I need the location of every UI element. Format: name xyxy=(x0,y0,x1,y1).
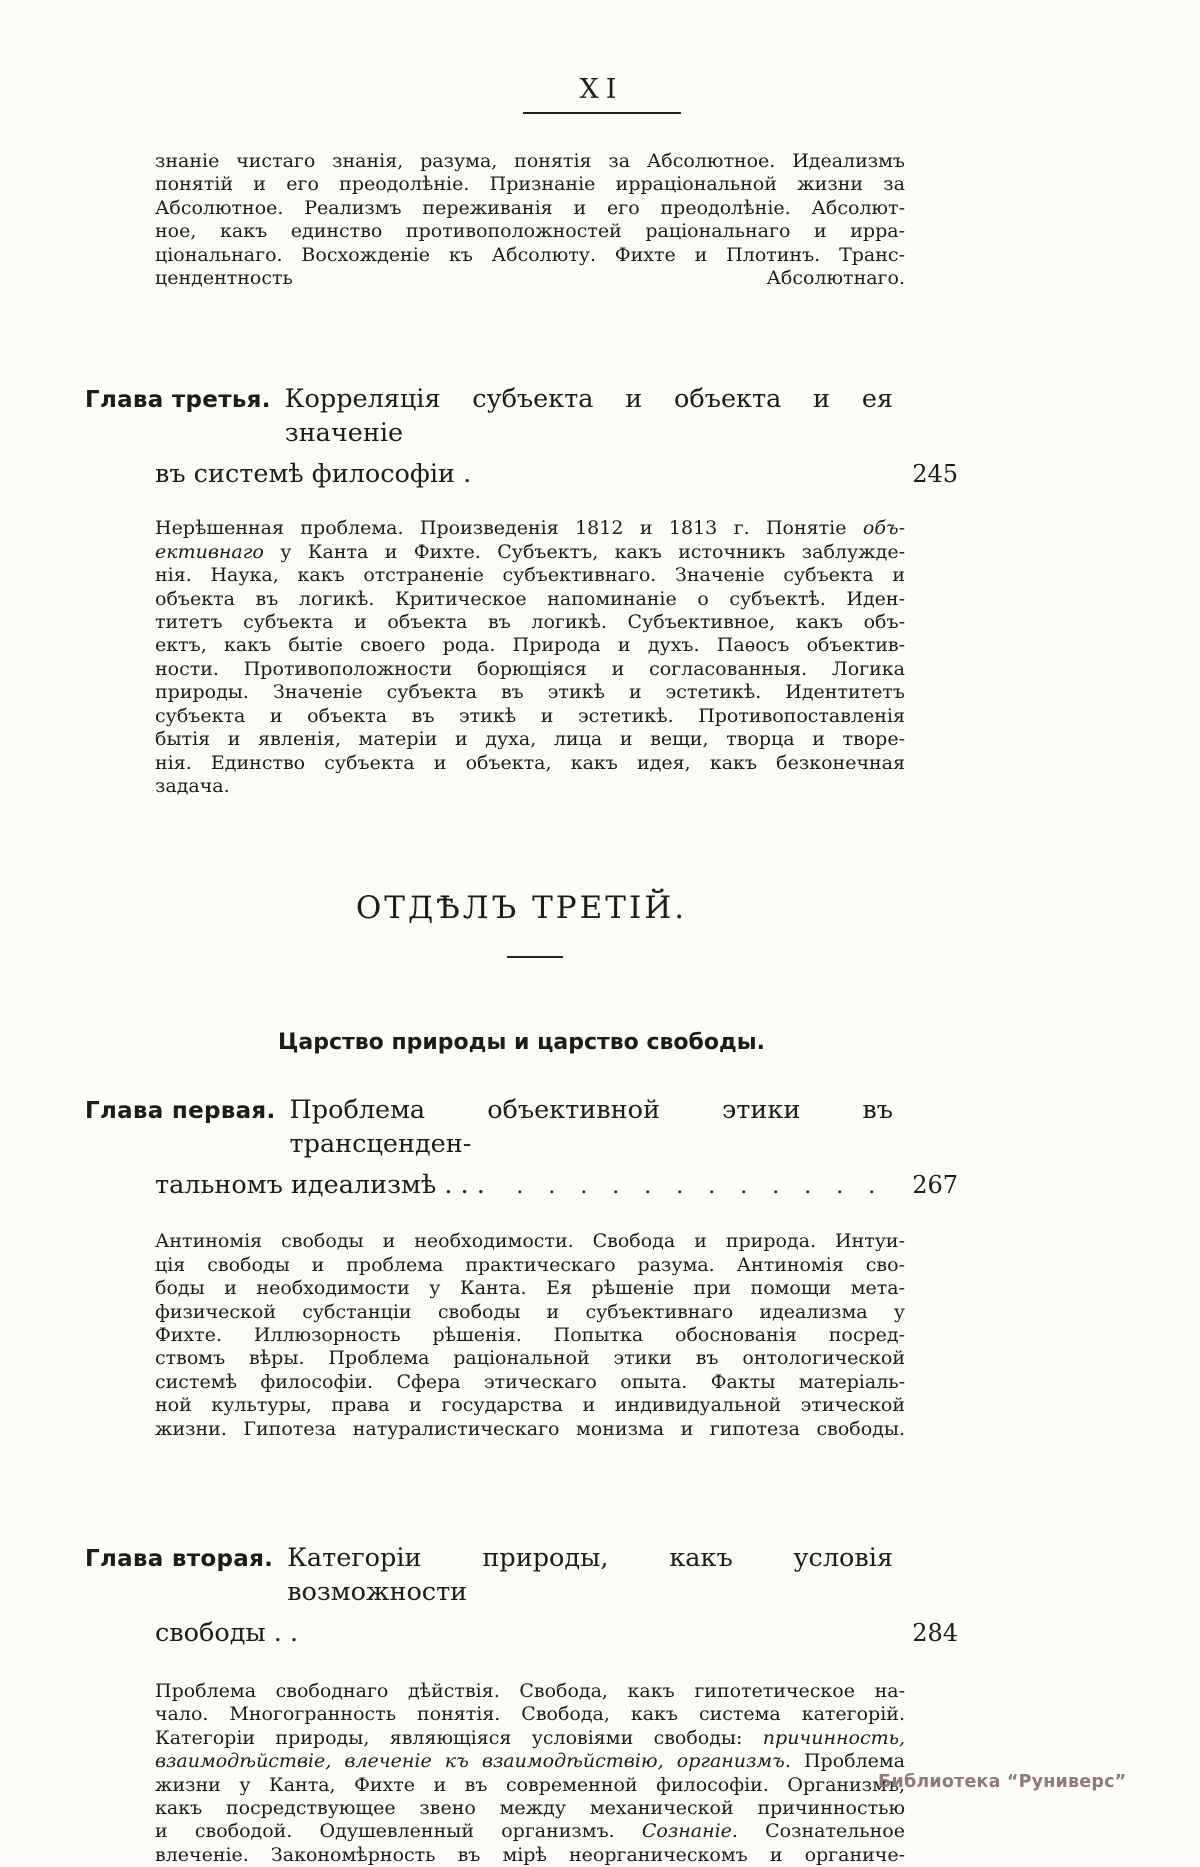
text-line: Проблема свободнаго дѣйствія. Свобода, какъ гипотетическое на- xyxy=(155,1679,905,1702)
chapter-heading-third xyxy=(85,382,958,491)
chapter-first-title-line2: тальномъ идеализмѣ . . . xyxy=(155,1170,485,1201)
text-line: природы. Значеніе субъекта въ этикѣ и эстетикѣ. Идентитетъ xyxy=(155,681,905,704)
text-line: знаніе чистаго знанія, разума, понятія за Абсолютное. Идеализмъ xyxy=(155,150,905,172)
chapter-third-title-row2 xyxy=(85,457,958,491)
chapter-third-summary-tail: задача. xyxy=(155,774,230,797)
chapter-first-title-line1: Проблема объективной этики въ трансценден- xyxy=(289,1095,893,1160)
chapter-heading-second xyxy=(85,1541,958,1650)
chapter-second-summary-lines xyxy=(155,1680,905,1867)
page-number-header: XI xyxy=(523,74,681,114)
chapter-third-summary-lines xyxy=(155,517,905,774)
text-line: чало. Многогранность понятія. Свобода, какъ система категорій. xyxy=(155,1703,905,1726)
text-line: ціональнаго. Восхожденіе къ Абсолюту. Фихте и Плотинъ. Транс- xyxy=(155,243,905,266)
text-line: Нерѣшенная проблема. Произведенія 1812 и 1813 г. Понятіе объ- xyxy=(155,517,905,540)
chapter-third-title-line2: въ системѣ философіи . xyxy=(155,459,472,490)
text-line: Абсолютное. Реализмъ переживанія и его преодолѣніе. Абсолют- xyxy=(155,196,905,219)
chapter-first-title-row2 xyxy=(85,1168,958,1204)
intro-summary-paragraph xyxy=(155,150,905,290)
text-line: понятій и его преодолѣніе. Признаніе ирраціональной жизни за xyxy=(155,173,905,196)
section-divider xyxy=(507,956,563,958)
chapter-heading-first xyxy=(85,1093,958,1204)
text-line: и свободой. Одушевленный организмъ. Сознаніе. Сознательное xyxy=(155,1820,905,1843)
chapter-first-page-number: 267 xyxy=(912,1171,958,1200)
text-line: системѣ философіи. Сфера этическаго опыта. Факты матеріаль- xyxy=(155,1370,905,1393)
text-line: бытія и явленія, матеріи и духа, лица и вещи, творца и творе- xyxy=(155,728,905,751)
chapter-first-label: Глава первая. xyxy=(85,1098,276,1125)
text-line: жизни. Гипотеза натуралистическаго монизма и гипотеза свободы. xyxy=(155,1417,905,1440)
text-line: Категоріи природы, являющіяся условіями свободы: причинность, xyxy=(155,1726,905,1749)
chapter-second-title-row xyxy=(85,1541,893,1609)
text-line: ствомъ вѣры. Проблема раціональной этики въ онтологической xyxy=(155,1347,905,1370)
text-line: какъ посредствующее звено между механической причинностью xyxy=(155,1797,905,1819)
scanned-book-page xyxy=(85,0,985,1867)
page-header xyxy=(165,74,1038,114)
chapter-third-page-number: 245 xyxy=(912,460,958,489)
text-line: ное, какъ единство противоположностей раціональнаго и ирра- xyxy=(155,220,905,243)
text-line: ективнаго у Канта и Фихте. Субъектъ, какъ источникъ заблужде- xyxy=(155,540,905,563)
text-line: ція свободы и проблема практическаго разума. Антиномія сво- xyxy=(155,1253,905,1276)
chapter-first-title-row xyxy=(85,1093,893,1161)
text-line: жизни у Канта, Фихте и въ современной философіи. Организмъ, xyxy=(155,1773,905,1796)
section-subtitle: Царство природы и царство свободы. xyxy=(277,1030,766,1056)
text-line: титетъ субъекта и объекта въ логикѣ. Субъективное, какъ объ- xyxy=(155,611,905,634)
chapter-first-summary xyxy=(155,1230,905,1441)
chapter-second-title-line2: свободы . . xyxy=(155,1617,299,1648)
chapter-second-summary xyxy=(155,1680,905,1867)
chapter-second-label: Глава вторая. xyxy=(85,1545,274,1572)
text-line: физической субстанціи свободы и субъективнаго идеализма у xyxy=(155,1300,905,1323)
intro-summary-lines xyxy=(155,150,905,267)
text-line: ности. Противоположности борющіяся и согласованныя. Логика xyxy=(155,657,905,680)
text-line: влеченіе. Закономѣрность въ мірѣ неорганическомъ и органиче- xyxy=(155,1843,905,1866)
text-line: Антиномія свободы и необходимости. Свобода и природа. Интуи- xyxy=(155,1230,905,1253)
chapter-first-leader: . . . . . . . . . . . . xyxy=(516,1174,885,1200)
text-line: нія. Наука, какъ отстраненіе субъективнаго. Значеніе субъекта и xyxy=(155,564,905,587)
text-line: объекта въ логикѣ. Критическое напоминаніе о субъектѣ. Иден- xyxy=(155,587,905,610)
chapter-third-title-line1: Корреляція субъекта и объекта и ея значеніе xyxy=(284,384,893,449)
section-title: ОТДѢЛЪ ТРЕТІЙ. xyxy=(355,890,688,927)
chapter-second-page-number: 284 xyxy=(912,1618,958,1647)
chapter-second-title-row2 xyxy=(85,1616,958,1650)
chapter-third-label: Глава третья. xyxy=(85,387,271,414)
intro-summary-tail: цендентность Абсолютнаго. xyxy=(155,267,905,290)
chapter-second-title-line1: Категоріи природы, какъ условія возможности xyxy=(287,1542,893,1607)
text-line: субъекта и объекта въ этикѣ и эстетикѣ. Противопоставленія xyxy=(155,704,905,727)
chapter-third-title-row xyxy=(85,382,893,450)
text-line: ектъ, какъ бытіе своего рода. Природа и духъ. Паѳосъ объектив- xyxy=(155,634,905,657)
library-watermark: Библиотека “Руниверс” xyxy=(878,1772,1127,1792)
text-line: взаимодѣйствіе, влеченіе къ взаимодѣйствію, организмъ. Проблема xyxy=(155,1750,905,1773)
text-line: нія. Единство субъекта и объекта, какъ идея, какъ безконечная xyxy=(155,751,905,774)
text-line: Фихте. Иллюзорность рѣшенія. Попытка обоснованія посред- xyxy=(155,1323,905,1346)
chapter-first-summary-lines xyxy=(155,1230,905,1441)
text-line: ной культуры, права и государства и индивидуальной этической xyxy=(155,1394,905,1417)
chapter-third-summary xyxy=(155,517,905,798)
text-line: боды и необходимости у Канта. Ея рѣшеніе при помощи мета- xyxy=(155,1277,905,1300)
